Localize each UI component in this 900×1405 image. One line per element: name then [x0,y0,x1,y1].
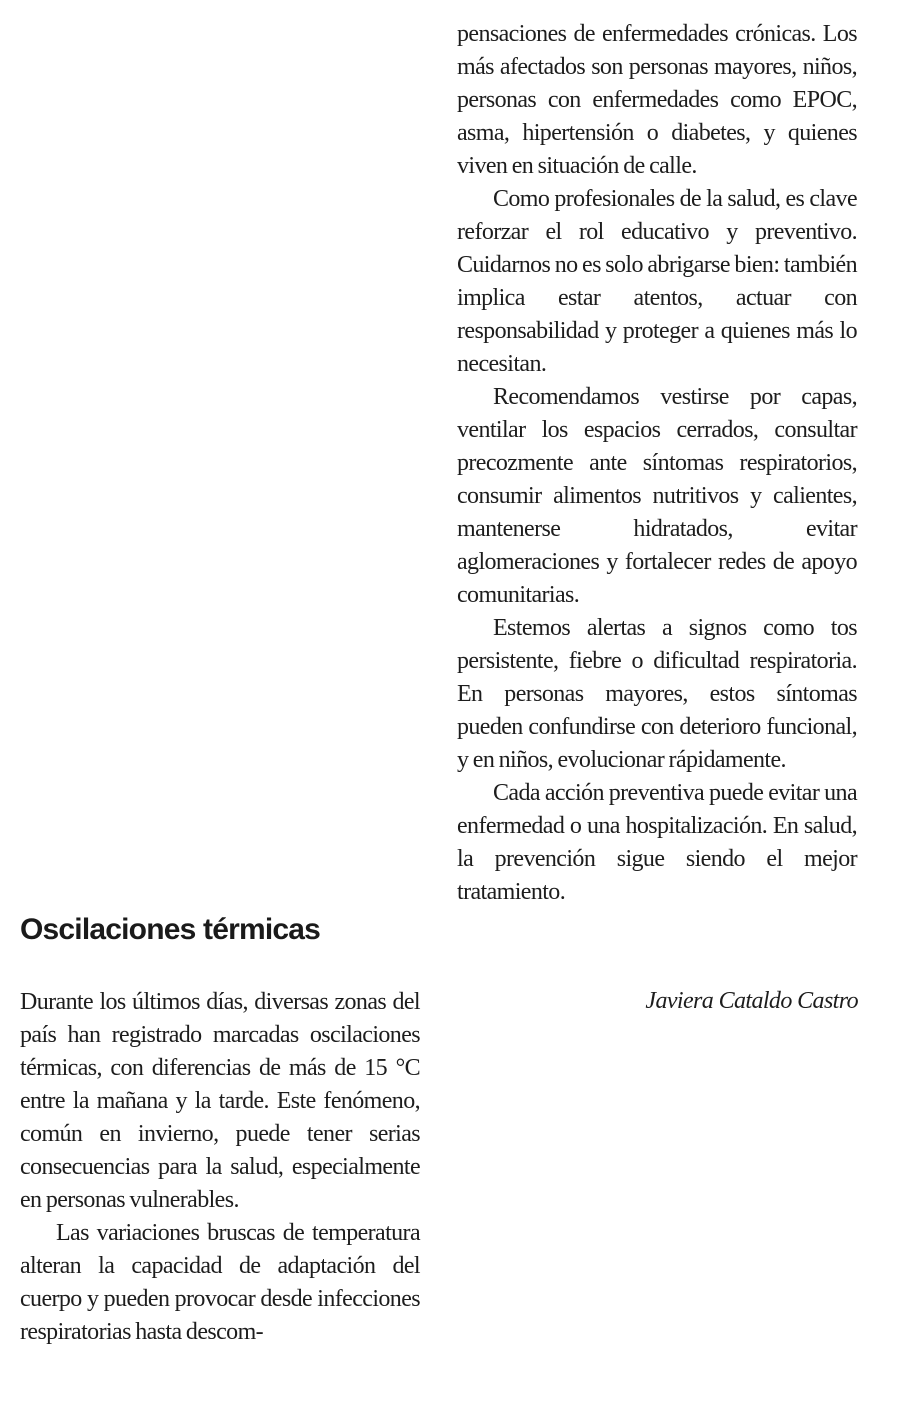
paragraph-health-professionals: Como profesionales de la salud, es clave reforzar el rol educativo y preventivo. Cuidarnos no es solo abrigarse bien: también implica estar atentos, actuar con responsabilidad y proteger a quienes más lo necesitan. [457,186,857,377]
paragraph-warning-signs: Estemos alertas a signos como tos persistente, fiebre o dificultad respiratoria. En personas mayores, estos síntomas pueden confundirse con deterioro funcional, y en niños, evolucionar rápidamente. [457,615,857,773]
paragraph-conclusion: Cada acción preventiva puede evitar una enfermedad o una hospitalización. En salud, la prevención sigue siendo el mejor tratamiento. [457,780,857,905]
author-signature: Javiera Cataldo Castro [645,988,858,1014]
left-column [20,986,420,1349]
article-headline: Oscilaciones térmicas [20,913,321,946]
paragraph-recommendations: Recomendamos vestirse por capas, ventilar los espacios cerrados, consultar precozmente ante síntomas respiratorios, consumir alimentos nutritivos y calientes, mantenerse hidratados, evitar aglomeraciones y fortalecer redes de apoyo comunitarias. [457,384,857,608]
paragraph-temperature-variations: Las variaciones bruscas de temperatura alteran la capacidad de adaptación del cuerpo y pueden provocar desde infecciones respiratorias hasta descom- [20,1220,420,1345]
right-column [457,18,857,909]
paragraph-intro: Durante los últimos días, diversas zonas del país han registrado marcadas oscilaciones térmicas, con diferencias de más de 15 °C entre la mañana y la tarde. Este fenómeno, común en invierno, puede tener serias consecuencias para la salud, especialmente en personas vulnerables. [20,989,420,1213]
paragraph-continuation: pensaciones de enfermedades crónicas. Los más afectados son personas mayores, niños, personas con enfermedades como EPOC, asma, hipertensión o diabetes, y quienes viven en situación de calle. [457,21,857,179]
